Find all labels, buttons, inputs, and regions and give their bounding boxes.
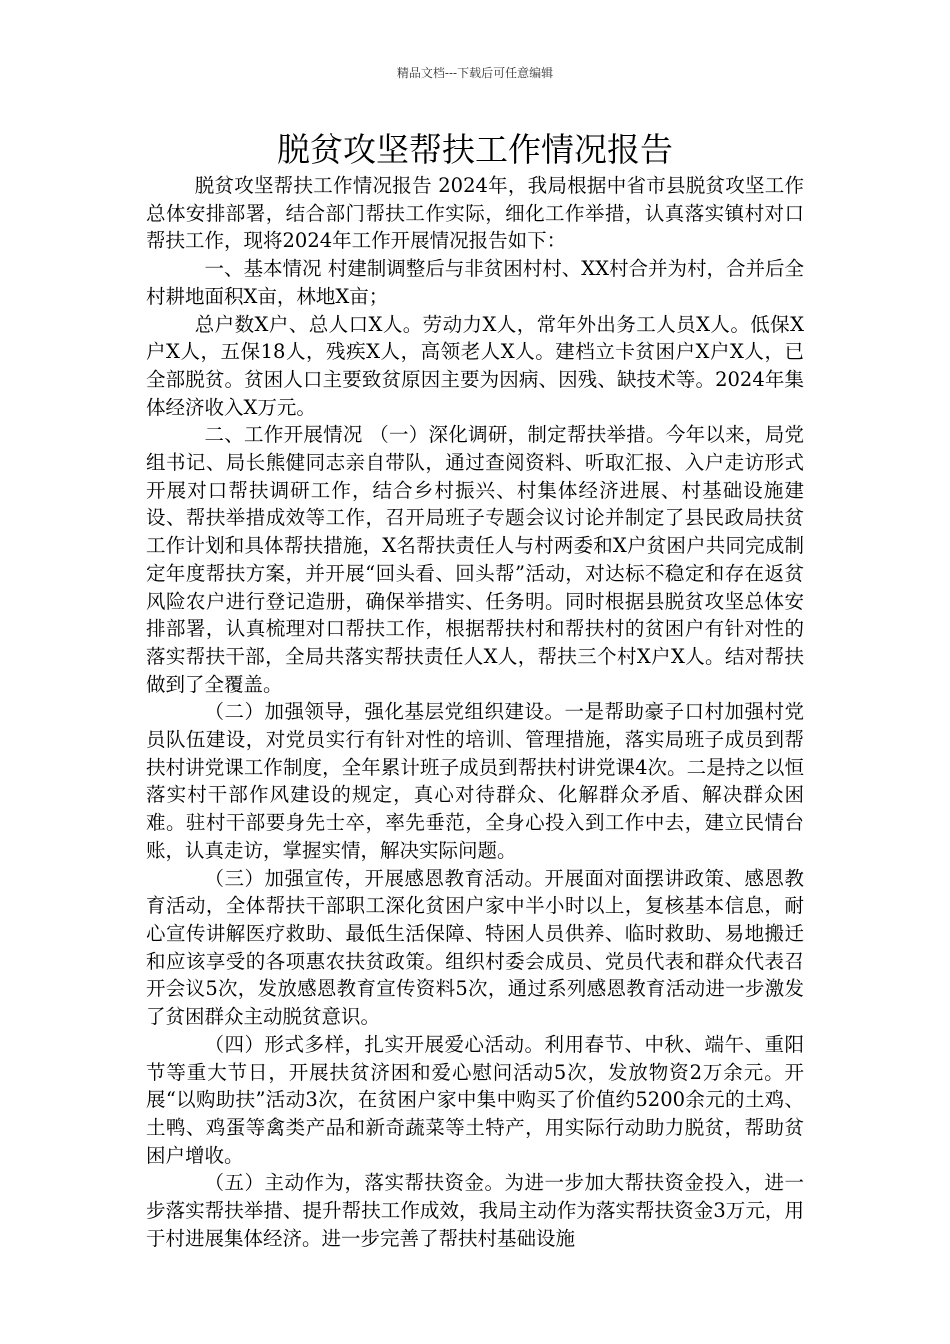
document-title: 脱贫攻坚帮扶工作情况报告 [277,130,673,169]
paragraph-charity: （四）形式多样，扎实开展爱心活动。利用春节、中秋、端午、重阳节等重大节日，开展扶贫济困和爱心慰问活动5次，发放物资2万余元。开展“以购助扶”活动3次，在贫困户家中集中购买了价值约5200余元的土鸡、土鸭、鸡蛋等禽类产品和新奇蔬菜等土特产，用实际行动助力脱贫，帮助贫困户增收。 [146,1032,804,1167]
paragraph-household-stats: 总户数X户、总人口X人。劳动力X人，常年外出务工人员X人。低保X户X人，五保18人，残疾X人，高领老人X人。建档立卡贫困户X户X人，已全部脱贫。贫困人口主要致贫原因主要为因病、因残、缺技术等。2024年集体经济收入X万元。 [146,312,804,419]
paragraph-basic-info: 一、基本情况 村建制调整后与非贫困村村、XX村合并为村，合并后全村耕地面积X亩，林地X亩； [146,257,804,308]
document-body [146,172,804,1252]
paragraph-funding: （五）主动作为，落实帮扶资金。为进一步加大帮扶资金投入，进一步落实帮扶举措、提升帮扶工作成效，我局主动作为落实帮扶资金3万元，用于村进展集体经济。进一步完善了帮扶村基础设施 [146,1171,804,1250]
header-note: 精品文档---下载后可任意编辑 [396,66,554,80]
paragraph-work-progress: 二、工作开展情况 （一）深化调研，制定帮扶举措。今年以来，局党组书记、局长熊健同志亲自带队，通过查阅资料、听取汇报、入户走访形式开展对口帮扶调研工作，结合乡村振兴、村集体经济进展、村基础设施建设、帮扶举措成效等工作，召开局班子专题会议讨论并制定了县民政局扶贫工作计划和具体帮扶措施，X名帮扶责任人与村两委和X户贫困户共同完成制定年度帮扶方案，并开展“回头看、回头帮”活动，对达标不稳定和存在返贫风险农户进行登记造册，确保举措实、任务明。同时根据县脱贫攻坚总体安排部署，认真梳理对口帮扶工作，根据帮扶村和帮扶村的贫困户有针对性的落实帮扶干部，全局共落实帮扶责任人X人，帮扶三个村X户X人。结对帮扶做到了全覆盖。 [146,423,804,696]
paragraph-intro: 脱贫攻坚帮扶工作情况报告 2024年，我局根据中省市县脱贫攻坚工作总体安排部署，结合部门帮扶工作实际，细化工作举措，认真落实镇村对口帮扶工作，现将2024年工作开展情况报告如下： [146,174,804,253]
paragraph-leadership: （二）加强领导，强化基层党组织建设。一是帮助豪子口村加强村党员队伍建设，对党员实行有针对性的培训、管理措施，落实局班子成员到帮扶村讲党课工作制度，全年累计班子成员到帮扶村讲党课4次。二是持之以恒落实村干部作风建设的规定，真心对待群众、化解群众矛盾、解决群众困难。驻村干部要身先士卒，率先垂范，全身心投入到工作中去，建立民情台账，认真走访，掌握实情，解决实际问题。 [146,700,804,862]
paragraph-publicity: （三）加强宣传，开展感恩教育活动。开展面对面摆讲政策、感恩教育活动，全体帮扶干部职工深化贫困户家中半小时以上，复核基本信息，耐心宣传讲解医疗救助、最低生活保障、特困人员供养、临时救助、易地搬迁和应该享受的各项惠农扶贫政策。组织村委会成员、党员代表和群众代表召开会议5次，发放感恩教育宣传资料5次，通过系列感恩教育活动进一步激发了贫困群众主动脱贫意识。 [146,866,804,1029]
